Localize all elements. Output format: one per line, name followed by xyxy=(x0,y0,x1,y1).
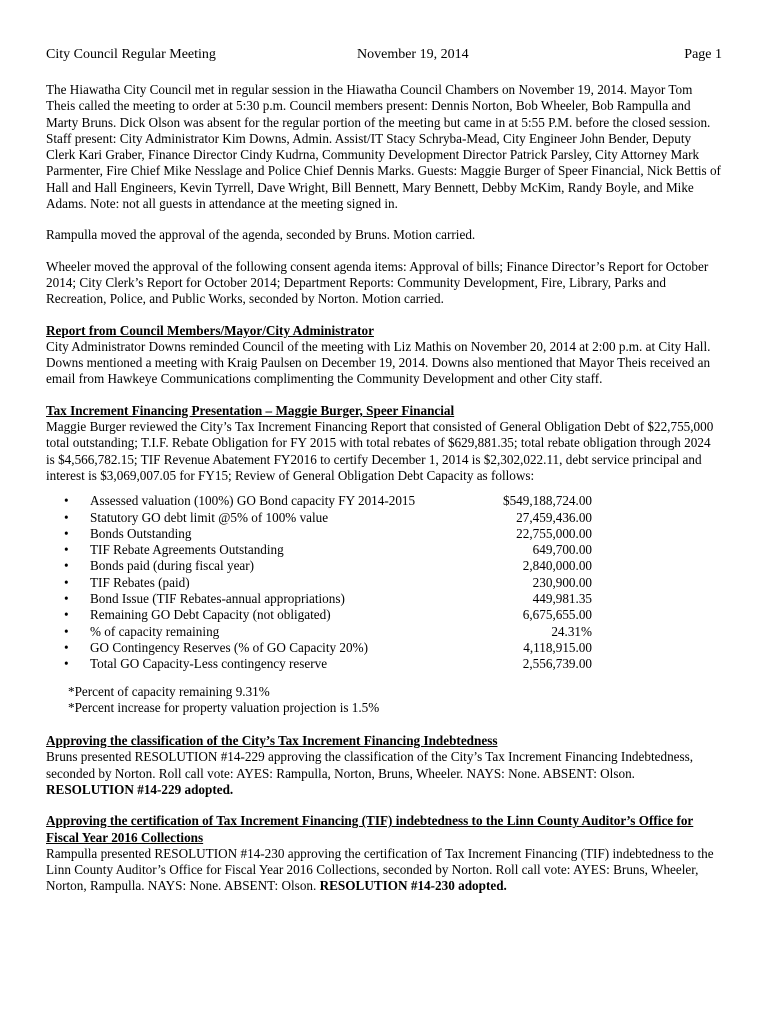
resolution-229-heading: Approving the classification of the City’s Tax Increment Financing Indebtedness xyxy=(46,733,498,749)
bullet: • xyxy=(64,639,69,655)
bullet: • xyxy=(64,509,69,525)
bullet: • xyxy=(64,607,69,623)
list-item xyxy=(46,640,722,656)
header-page-number: Page 1 xyxy=(684,47,722,62)
bullet: • xyxy=(64,623,69,639)
list-item xyxy=(46,575,722,591)
report-section xyxy=(46,323,722,388)
item-label: Total GO Capacity-Less contingency reserve xyxy=(90,656,328,672)
list-item xyxy=(46,558,722,574)
item-label: Assessed valuation (100%) GO Bond capacity FY 2014-2015 xyxy=(90,493,416,509)
page-header xyxy=(46,47,722,65)
item-value: 230,900.00 xyxy=(532,574,592,590)
header-date: November 19, 2014 xyxy=(357,47,469,62)
resolution-230-adopted: RESOLUTION #14-230 adopted. xyxy=(319,878,507,894)
item-label: Bonds Outstanding xyxy=(90,525,192,541)
list-item xyxy=(46,510,722,526)
item-value: 649,700.00 xyxy=(532,542,592,558)
report-heading: Report from Council Members/Mayor/City Administrator xyxy=(46,322,374,338)
resolution-229-text: Bruns presented RESOLUTION #14-229 approving the classification of the City’s Tax Increment Financing Indebtedness, seconded by Norton. Roll call vote: AYES: Rampulla, Norton, Bruns, Wheeler. NAYS: None. ABSENT: Olson. xyxy=(46,749,694,781)
list-item xyxy=(46,624,722,640)
list-item xyxy=(46,526,722,542)
agenda-paragraph: Rampulla moved the approval of the agenda, seconded by Bruns. Motion carried. xyxy=(46,227,476,243)
item-label: GO Contingency Reserves (% of GO Capacity 20%) xyxy=(90,639,368,655)
item-value: $549,188,724.00 xyxy=(502,493,592,509)
bullet: • xyxy=(64,591,69,607)
bullet: • xyxy=(64,542,69,558)
bullet: • xyxy=(64,574,69,590)
item-label: TIF Rebate Agreements Outstanding xyxy=(90,542,284,558)
bullet: • xyxy=(64,656,69,672)
tif-text: Maggie Burger reviewed the City’s Tax Increment Financing Report that consisted of General Obligation Debt of $22,755,000 total outstanding; T.I.F. Rebate Obligation for FY 2015 with total rebates of $629,881.35; total rebate obligation through 2024 is $4,566,782.15; TIF Revenue Abatement FY2016 to certify December 1, 2014 is $2,302,022.11, debt service principal and interest is $3,069,007.05 for FY15; Review of General Obligation Debt Capacity as follows: xyxy=(46,419,714,483)
item-value: 4,118,915.00 xyxy=(523,639,592,655)
note-line: *Percent increase for property valuation projection is 1.5% xyxy=(68,699,380,715)
item-label: % of capacity remaining xyxy=(90,623,220,639)
list-item xyxy=(46,591,722,607)
tif-section xyxy=(46,403,722,716)
resolution-229-adopted: RESOLUTION #14-229 adopted. xyxy=(46,781,234,797)
item-label: Remaining GO Debt Capacity (not obligated) xyxy=(90,607,331,623)
item-label: Statutory GO debt limit @5% of 100% value xyxy=(90,509,329,525)
bullet: • xyxy=(64,493,69,509)
item-label: TIF Rebates (paid) xyxy=(90,574,190,590)
item-value: 449,981.35 xyxy=(532,591,592,607)
resolution-230-section xyxy=(46,813,722,894)
item-value: 2,556,739.00 xyxy=(522,656,592,672)
consent-paragraph: Wheeler moved the approval of the following consent agenda items: Approval of bills; Finance Director’s Report for October 2014; City Clerk’s Report for October 2014; Department Reports: Community Development, Fire, Library, Parks and Recreation, Police, and Public Works, seconded by Norton. Motion carried. xyxy=(46,258,709,307)
item-value: 6,675,655.00 xyxy=(522,607,592,623)
capacity-list xyxy=(46,493,722,672)
bullet: • xyxy=(64,558,69,574)
report-text: City Administrator Downs reminded Council of the meeting with Liz Mathis on November 20, 2014 at 2:00 p.m. at City Hall. Downs mentioned a meeting with Kraig Paulsen on December 19, 2014. Downs also mentioned that Mayor Theis received an email from Hawkeye Communications complimenting the Community Development and other City staff. xyxy=(46,338,711,387)
list-item xyxy=(46,656,722,672)
bullet: • xyxy=(64,525,69,541)
item-value: 22,755,000.00 xyxy=(516,525,592,541)
document-body xyxy=(46,82,722,910)
intro-paragraph: The Hiawatha City Council met in regular session in the Hiawatha Council Chambers on November 19, 2014. Mayor Tom Theis called the meeting to order at 5:30 p.m. Council members present: Dennis Norton, Bob Wheeler, Bob Rampulla and Marty Bruns. Dick Olson was absent for the regular portion of the meeting but came in at 5:55 P.M. before the closed session. Staff present: City Administrator Kim Downs, Admin. Assist/IT Stacy Schryba-Mead, City Engineer John Bender, Deputy Clerk Kari Graber, Finance Director Cindy Kudrna, Community Development Director Patrick Parsley, City Attorney Mark Parmenter, Fire Chief Mike Nesslage and Police Chief Dennis Marks. Guests: Maggie Burger of Speer Financial, Nick Bettis of Hall and Hall Engineers, Kevin Tyrrell, Dave Wright, Bill Bennett, Mary Bennett, Debby McKim, Randy Boyle, and Mike Adams. Note: not all guests in attendance at the meeting signed in. xyxy=(46,82,721,212)
header-title: City Council Regular Meeting xyxy=(46,47,216,62)
capacity-notes xyxy=(68,684,722,717)
item-value: 2,840,000.00 xyxy=(522,558,592,574)
list-item xyxy=(46,607,722,623)
note-line: *Percent of capacity remaining 9.31% xyxy=(68,683,270,699)
resolution-230-heading: Approving the certification of Tax Increment Financing (TIF) indebtedness to the Linn County Auditor’s Office for Fiscal Year 2016 Collections xyxy=(46,813,694,845)
item-label: Bond Issue (TIF Rebates-annual appropriations) xyxy=(90,591,345,607)
list-item xyxy=(46,542,722,558)
resolution-229-section xyxy=(46,733,722,798)
item-value: 27,459,436.00 xyxy=(516,509,592,525)
list-item xyxy=(46,493,722,509)
resolution-230-text: Rampulla presented RESOLUTION #14-230 approving the certification of Tax Increment Financing (TIF) indebtedness to the Linn County Auditor’s Office for Fiscal Year 2016 Collections, seconded by Norton. Roll call vote: AYES: Bruns, Wheeler, Norton, Rampulla. NAYS: None. ABSENT: Olson. xyxy=(46,845,714,894)
item-value: 24.31% xyxy=(551,623,592,639)
tif-heading: Tax Increment Financing Presentation – Maggie Burger, Speer Financial xyxy=(46,402,455,418)
item-label: Bonds paid (during fiscal year) xyxy=(90,558,255,574)
